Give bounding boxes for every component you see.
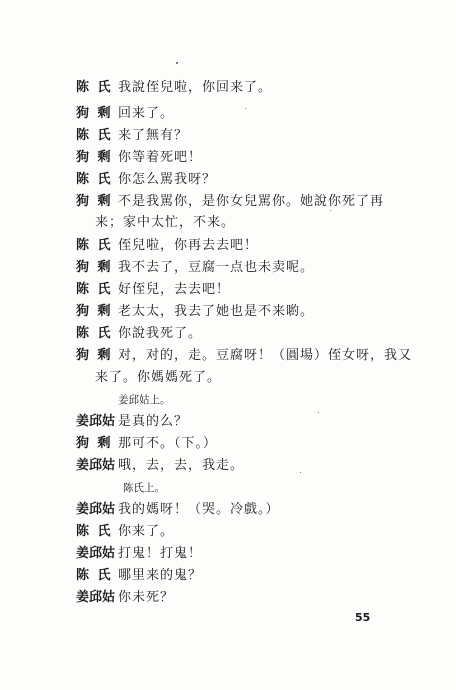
speaker-name: 陈 氏 [76, 282, 113, 297]
line-text: 你来了。 [118, 524, 175, 539]
dialogue-line [76, 412, 188, 432]
speaker-name: 姜邱姑 [76, 414, 116, 429]
dialogue-line [76, 280, 230, 300]
line-text: 侄兒啦，你再去去吧！ [118, 238, 259, 253]
print-speck [176, 62, 178, 64]
line-text: 我的媽呀！（哭。冷戲。） [118, 502, 280, 517]
speaker-name: 姜邱姑 [76, 458, 116, 473]
speaker-name: 陈 氏 [76, 238, 113, 253]
dialogue-line [76, 170, 216, 190]
speaker-name: 狗 剩 [76, 150, 113, 165]
dialogue-line [76, 544, 202, 564]
speaker-name: 姜邱姑 [76, 546, 116, 561]
line-text: 老太太，我去了她也是不来喲。 [118, 304, 315, 319]
line-continuation: 来；家中太忙，不来。 [95, 215, 236, 230]
speaker-name: 姜邱姑 [76, 590, 116, 605]
dialogue-line [76, 324, 202, 344]
dialogue-line [76, 522, 174, 542]
line-text: 你說我死了。 [118, 326, 203, 341]
line-text: 打鬼！打鬼！ [118, 546, 203, 561]
line-text: 回来了。 [118, 106, 175, 121]
dialogue-line [76, 346, 412, 366]
speaker-name: 狗 剩 [76, 304, 113, 319]
line-text: 你等着死吧！ [118, 150, 203, 165]
dialogue-line [76, 434, 217, 454]
dialogue-line [76, 302, 314, 322]
line-text: 哪里来的鬼？ [118, 568, 203, 583]
print-speck [300, 472, 301, 473]
line-text: 好侄兒，去去吧！ [118, 282, 231, 297]
speaker-name: 陈 氏 [76, 524, 113, 539]
line-continuation: 来了。你媽媽死了。 [95, 370, 222, 385]
dialogue-line [76, 126, 188, 146]
dialogue-line [76, 588, 174, 608]
line-text: 那可不。（下。） [118, 436, 218, 451]
dialogue-line [76, 104, 174, 124]
dialogue-line [76, 456, 244, 476]
line-text: 不是我駡你，是你女兒駡你。她說你死了再 [118, 194, 385, 209]
line-text: 我說侄兒啦，你回来了。 [118, 80, 273, 95]
speaker-name: 狗 剩 [76, 260, 113, 275]
speaker-name: 陈 氏 [76, 568, 113, 583]
stage-direction: 姜邱姑上。 [118, 394, 171, 406]
speaker-name: 狗 剩 [76, 194, 113, 209]
dialogue-line [76, 500, 280, 520]
dialogue-line [76, 148, 202, 168]
stage-direction: 陈氏上。 [123, 482, 165, 494]
print-speck [245, 108, 246, 109]
dialogue-line [76, 566, 202, 586]
speaker-name: 陈 氏 [76, 172, 113, 187]
speaker-name: 陈 氏 [76, 80, 113, 95]
dialogue-line [76, 192, 384, 212]
print-speck [318, 412, 319, 413]
line-text: 来了無有？ [118, 128, 189, 143]
line-text: 我不去了，豆腐一点也未卖呢。 [118, 260, 315, 275]
speaker-name: 姜邱姑 [76, 502, 116, 517]
speaker-name: 狗 剩 [76, 348, 113, 363]
page-number: 55 [355, 611, 371, 624]
line-text: 对，对的，走。豆腐呀！（圓場）侄女呀，我又 [118, 348, 413, 363]
line-text: 是真的么？ [118, 414, 189, 429]
line-text: 你怎么駡我呀？ [118, 172, 217, 187]
dialogue-line [76, 236, 258, 256]
dialogue-line [76, 78, 272, 98]
line-text: 你未死？ [118, 590, 175, 605]
dialogue-line [76, 258, 314, 278]
speaker-name: 狗 剩 [76, 106, 113, 121]
speaker-name: 陈 氏 [76, 326, 113, 341]
speaker-name: 狗 剩 [76, 436, 113, 451]
line-text: 哦，去，去，我走。 [118, 458, 245, 473]
speaker-name: 陈 氏 [76, 128, 113, 143]
